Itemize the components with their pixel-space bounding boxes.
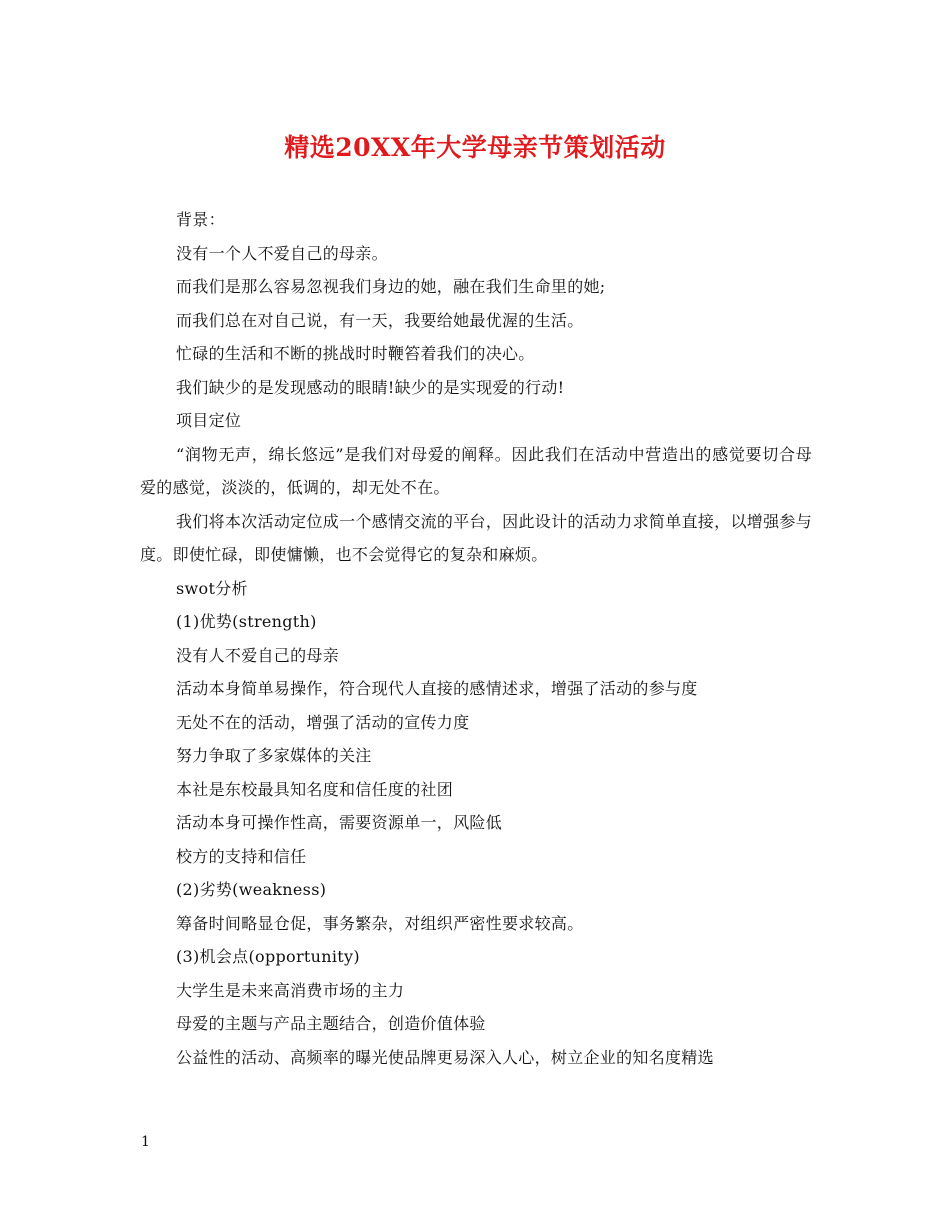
paragraph: 活动本身可操作性高，需要资源单一，风险低 (176, 813, 503, 832)
paragraph: 没有一个人不爱自己的母亲。 (176, 243, 388, 263)
page-number: 1 (141, 1134, 150, 1150)
paragraph: 大学生是未来高消费市场的主力 (176, 980, 405, 1000)
paragraph: 本社是东校最具知名度和信任度的社团 (176, 779, 454, 799)
paragraph: (3)机会点(opportunity) (176, 947, 360, 966)
paragraph: 校方的支持和信任 (176, 846, 307, 866)
paragraph: 忙碌的生活和不断的挑战时时鞭笞着我们的决心。 (176, 344, 535, 363)
paragraph: 背景： (176, 210, 225, 229)
document-body (140, 203, 812, 1074)
paragraph: 筹备时间略显仓促，事务繁杂，对组织严密性要求较高。 (176, 913, 584, 933)
paragraph: 而我们是那么容易忽视我们身边的她，融在我们生命里的她; (176, 277, 606, 296)
paragraph: “润物无声，绵长悠远”是我们对母爱的阐释。因此我们在活动中营造出的感觉要切合母爱的感觉，淡淡的，低调的，却无处不在。 (140, 444, 812, 497)
paragraph: 而我们总在对自己说，有一天，我要给她最优渥的生活。 (176, 310, 584, 330)
paragraph: 公益性的活动、高频率的曝光使品牌更易深入人心，树立企业的知名度精选 (176, 1047, 714, 1067)
paragraph: (1)优势(strength) (176, 612, 317, 631)
paragraph: 没有人不爱自己的母亲 (176, 645, 340, 665)
paragraph: 母爱的主题与产品主题结合，创造价值体验 (176, 1014, 486, 1033)
paragraph: 我们将本次活动定位成一个感情交流的平台，因此设计的活动力求简单直接，以增强参与度。即使忙碌，即使慵懒，也不会觉得它的复杂和麻烦。 (140, 511, 812, 564)
paragraph: 活动本身简单易操作，符合现代人直接的感情述求，增强了活动的参与度 (176, 679, 698, 698)
paragraph: 项目定位 (176, 411, 242, 430)
document-title: 精选20XX年大学母亲节策划活动 (284, 133, 666, 162)
paragraph: 我们缺少的是发现感动的眼睛!缺少的是实现爱的行动! (176, 377, 565, 397)
paragraph: (2)劣势(weakness) (176, 880, 327, 899)
paragraph: 努力争取了多家媒体的关注 (176, 746, 372, 765)
paragraph: swot分析 (176, 578, 248, 598)
paragraph: 无处不在的活动，增强了活动的宣传力度 (176, 712, 470, 732)
